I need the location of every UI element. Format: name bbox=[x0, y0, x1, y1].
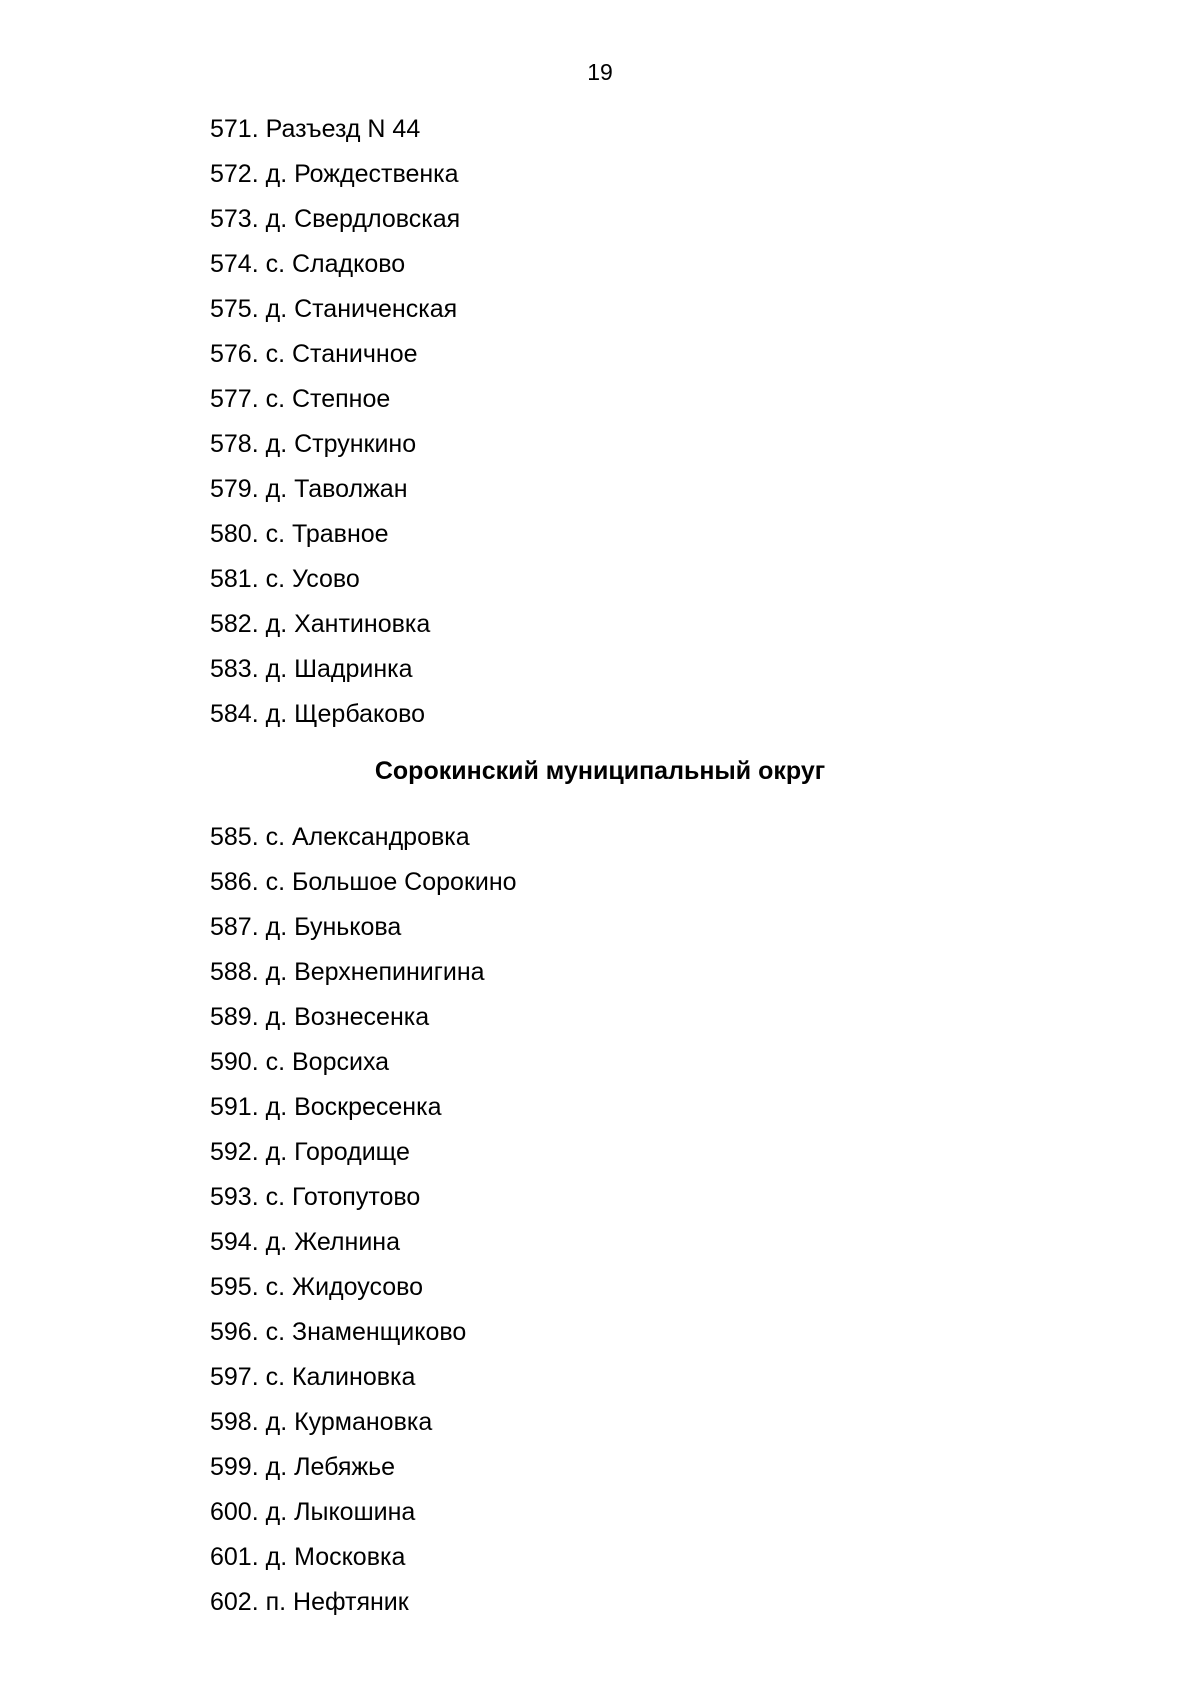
list-item: 594. д. Желнина bbox=[210, 1228, 401, 1256]
list-item: 583. д. Шадринка bbox=[210, 655, 413, 683]
list-item: 586. с. Большое Сорокино bbox=[210, 868, 517, 896]
list-item: 597. с. Калиновка bbox=[210, 1363, 416, 1391]
list-item: 587. д. Бунькова bbox=[210, 913, 402, 941]
list-item: 573. д. Свердловская bbox=[210, 205, 461, 233]
page-number: 19 bbox=[587, 59, 613, 85]
list-item: 581. с. Усово bbox=[210, 565, 360, 593]
list-item: 584. д. Щербаково bbox=[210, 700, 426, 728]
list-item: 579. д. Таволжан bbox=[210, 475, 408, 503]
settlement-list bbox=[210, 815, 517, 1625]
list-item: 571. Разъезд N 44 bbox=[210, 115, 421, 143]
list-item: 577. с. Степное bbox=[210, 385, 391, 413]
list-item: 602. п. Нефтяник bbox=[210, 1588, 409, 1616]
list-item: 588. д. Верхнепинигина bbox=[210, 958, 485, 986]
list-item: 580. с. Травное bbox=[210, 520, 389, 548]
list-item: 598. д. Курмановка bbox=[210, 1408, 433, 1436]
list-item: 574. с. Сладково bbox=[210, 250, 406, 278]
list-item: 585. с. Александровка bbox=[210, 823, 470, 851]
list-item: 601. д. Московка bbox=[210, 1543, 406, 1571]
settlement-list bbox=[210, 107, 460, 737]
list-item: 590. с. Ворсиха bbox=[210, 1048, 390, 1076]
list-item: 582. д. Хантиновка bbox=[210, 610, 431, 638]
list-item: 576. с. Станичное bbox=[210, 340, 418, 368]
list-item: 599. д. Лебяжье bbox=[210, 1453, 396, 1481]
list-item: 595. с. Жидоусово bbox=[210, 1273, 424, 1301]
list-item: 572. д. Рождественка bbox=[210, 160, 459, 188]
list-item: 589. д. Вознесенка bbox=[210, 1003, 430, 1031]
list-item: 575. д. Станиченская bbox=[210, 295, 458, 323]
list-item: 592. д. Городище bbox=[210, 1138, 410, 1166]
list-item: 596. с. Знаменщиково bbox=[210, 1318, 467, 1346]
list-item: 578. д. Стрункино bbox=[210, 430, 417, 458]
list-item: 600. д. Лыкошина bbox=[210, 1498, 416, 1526]
list-item: 593. с. Готопутово bbox=[210, 1183, 421, 1211]
list-item: 591. д. Воскресенка bbox=[210, 1093, 442, 1121]
section-heading: Сорокинский муниципальный округ bbox=[374, 757, 826, 785]
